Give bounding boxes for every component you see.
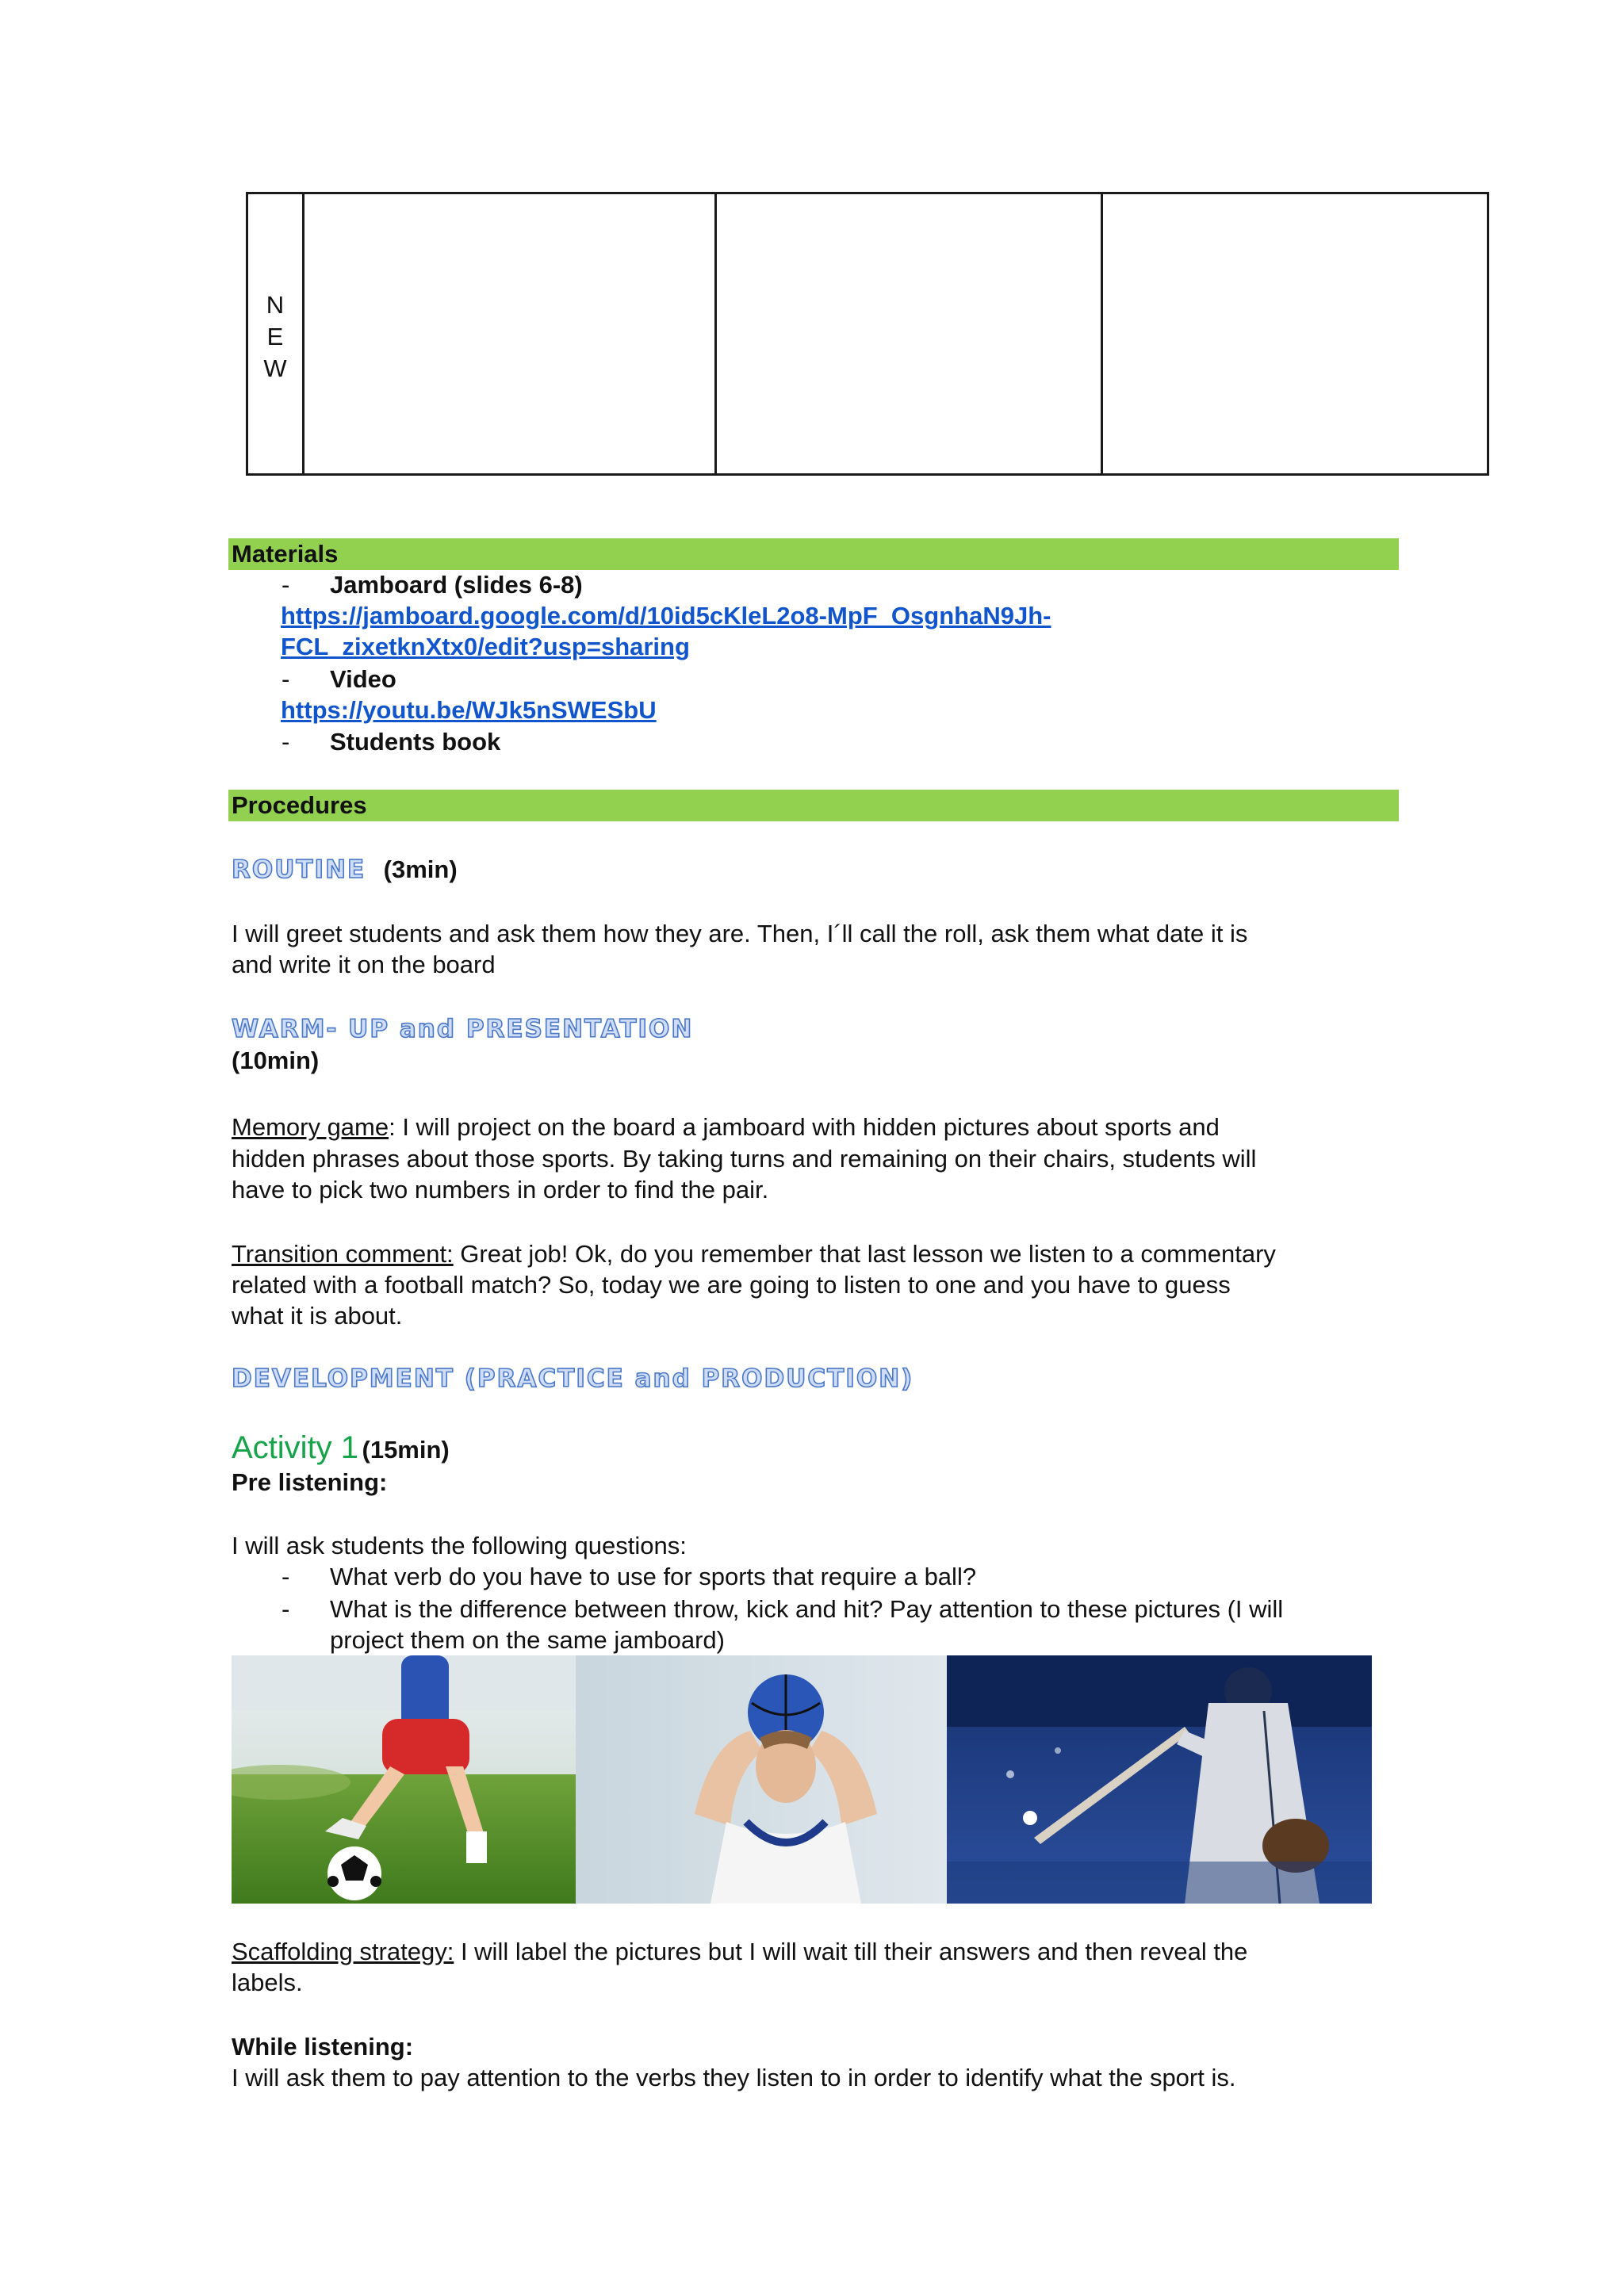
routine-text-line: and write it on the board xyxy=(232,951,496,978)
baseball-swing-image xyxy=(947,1655,1372,1904)
transition-line: Transition comment: Great job! Ok, do you remember that last lesson we listen to a commentary xyxy=(232,1240,1276,1268)
materials-heading: Materials xyxy=(232,540,339,568)
transition-line: related with a football match? So, today we are going to listen to one and you have to guess xyxy=(232,1271,1231,1299)
transition-label: Transition comment: xyxy=(232,1240,454,1268)
material-video: Video xyxy=(330,665,396,693)
memory-game-line: hidden phrases about those sports. By taking turns and remaining on their chairs, students will xyxy=(232,1145,1257,1173)
memory-game-line: Memory game: I will project on the board a jamboard with hidden pictures about sports and xyxy=(232,1113,1220,1141)
questions-intro: I will ask students the following questions: xyxy=(232,1532,687,1559)
material-students-book: Students book xyxy=(330,728,501,756)
football-kick-image xyxy=(232,1655,576,1904)
while-listening-text: I will ask them to pay attention to the verbs they listen to in order to identify what the sport is. xyxy=(232,2064,1236,2091)
development-title: DEVELOPMENT (PRACTICE and PRODUCTION) xyxy=(232,1364,914,1393)
lesson-table xyxy=(246,192,1489,476)
question-1: What verb do you have to use for sports that require a ball? xyxy=(330,1563,977,1590)
table-divider xyxy=(302,194,304,473)
warmup-time: (10min) xyxy=(232,1047,320,1074)
table-divider xyxy=(714,194,717,473)
list-dash: - xyxy=(282,571,290,599)
basketball-shot-image xyxy=(576,1655,947,1904)
scaffolding-line: labels. xyxy=(232,1969,303,1996)
routine-text-line: I will greet students and ask them how they are. Then, I´ll call the roll, ask them what date it is xyxy=(232,920,1248,947)
transition-line: what it is about. xyxy=(232,1302,403,1330)
question-2-continued: project them on the same jamboard) xyxy=(330,1626,725,1654)
routine-heading xyxy=(232,854,458,886)
table-divider xyxy=(1101,194,1103,473)
pre-listening-heading: Pre listening: xyxy=(232,1468,388,1496)
list-dash: - xyxy=(282,1563,290,1590)
scaffolding-line: Scaffolding strategy: I will label the pictures but I will wait till their answers and then reveal the xyxy=(232,1938,1248,1965)
routine-title: ROUTINE xyxy=(232,855,366,884)
list-dash: - xyxy=(282,728,290,756)
activity1-heading xyxy=(232,1429,450,1467)
question-2: What is the difference between throw, kick and hit? Pay attention to these pictures (I will xyxy=(330,1595,1284,1623)
procedures-heading-bar xyxy=(228,790,1399,821)
procedures-heading: Procedures xyxy=(232,791,367,819)
video-link[interactable]: https://youtu.be/WJk5nSWESbU xyxy=(281,696,657,724)
list-dash: - xyxy=(282,665,290,693)
material-jamboard: Jamboard (slides 6-8) xyxy=(330,571,583,599)
list-dash: - xyxy=(282,1595,290,1623)
routine-time: (3min) xyxy=(383,855,458,883)
jamboard-link[interactable]: https://jamboard.google.com/d/10id5cKleL2o8-MpF_OsgnhaN9Jh- xyxy=(281,602,1051,629)
jamboard-link-continued[interactable]: FCL_zixetknXtx0/edit?usp=sharing xyxy=(281,633,690,660)
activity1-time: (15min) xyxy=(362,1436,450,1464)
warmup-title: WARM- UP and PRESENTATION xyxy=(232,1015,694,1043)
materials-heading-bar xyxy=(228,538,1399,570)
activity1-title: Activity 1 xyxy=(232,1430,359,1465)
memory-game-line: have to pick two numbers in order to find the pair. xyxy=(232,1176,769,1203)
table-new-label: N E W xyxy=(263,291,287,382)
scaffolding-label: Scaffolding strategy: xyxy=(232,1938,454,1965)
while-listening-heading: While listening: xyxy=(232,2033,414,2061)
memory-game-label: Memory game xyxy=(232,1113,389,1141)
